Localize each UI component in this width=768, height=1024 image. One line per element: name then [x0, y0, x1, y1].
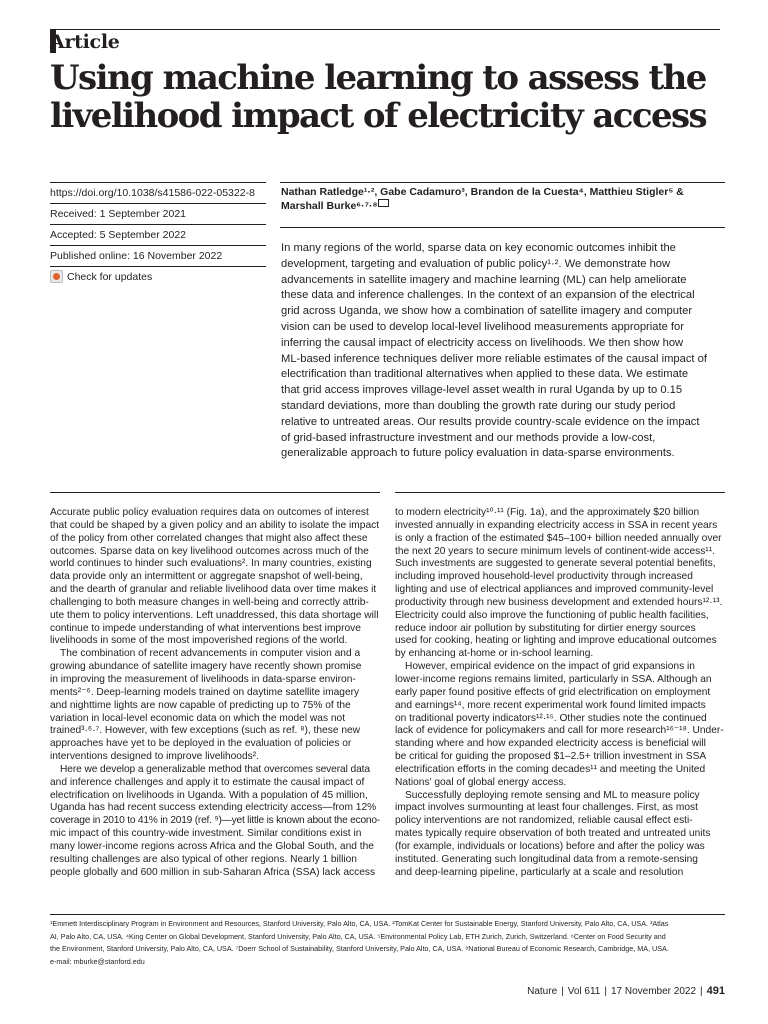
- check-for-updates-button[interactable]: [50, 270, 266, 283]
- body-line: lighting and use of electrical appliances and improved community-level: [395, 584, 714, 596]
- body-line: electrification on livelihoods in Uganda. With a population of 45 million,: [50, 789, 368, 801]
- body-line: used for cooking, heating or lighting and improve educational outcomes: [395, 635, 717, 647]
- email-icon: [378, 199, 389, 207]
- body-line: outcomes. Sparse data on key livelihood outcomes across much of the: [50, 545, 369, 557]
- check-updates-label: Check for updates: [67, 270, 153, 283]
- footnote-line: the Environment, Stanford University, Palo Alto, CA, USA. ⁷Doerr School of Sustainability, Stanford University, Palo Alto, CA, USA. ⁸National Bureau of Economic Research, Cambridge, MA, USA.: [50, 944, 669, 953]
- author-list: [281, 185, 721, 213]
- affiliations: [50, 918, 730, 968]
- body-line: interventions designed to improve livelihoods².: [50, 751, 259, 763]
- footnote-line: e-mail: mburke@stanford.edu: [50, 956, 145, 966]
- footnote-rule: [50, 914, 725, 915]
- footnote-line: ¹Emmett Interdisciplinary Program in Environment and Resources, Stanford University, Palo Alto, CA, USA. ²TomKat Center for Sustainable Energy, Stanford University, Palo Alto, CA, USA. ³Atlas: [50, 919, 669, 928]
- body-line: trained³·⁶·⁷. However, with few exceptions (such as ref. ⁸), these new: [50, 725, 361, 737]
- body-line: by enhancing at-home or in-school learning.: [395, 648, 594, 660]
- accepted-date: Accepted: 5 September 2022: [50, 229, 187, 241]
- column-rule: [395, 492, 725, 493]
- body-line: data provide only an intermittent or aggregate snapshot of well-being,: [50, 571, 363, 583]
- footer-volume: Vol 611: [567, 986, 601, 997]
- body-line: the next 20 years to secure minimum levels of continent-wide access¹¹.: [395, 545, 715, 557]
- body-line: Here we develop a generalizable method that overcomes several data: [60, 763, 370, 775]
- body-line: including improved household-level productivity through increased: [395, 571, 693, 583]
- body-line: productivity through new business development and extended hours¹²·¹³.: [395, 596, 723, 608]
- body-line: livelihoods in some of the most impoverished regions of the world.: [50, 635, 348, 647]
- body-line: approaches have yet to be deployed in the evaluation of policies or: [50, 738, 352, 750]
- body-line: to modern electricity¹⁰·¹¹ (Fig. 1a), and the approximately $20 billion: [395, 507, 700, 518]
- body-line: be critical for guiding the proposed $1–2.5+ trillion investment in SSA: [395, 751, 707, 763]
- body-line: and inference challenges and apply it to estimate the causal impact of: [50, 776, 365, 788]
- body-line: The combination of recent advancements in computer vision and a: [60, 648, 361, 660]
- published-date: Published online: 16 November 2022: [50, 250, 223, 262]
- body-line: that could be shaped by a given policy and an ability to isolate the impact: [50, 519, 380, 531]
- abstract: [281, 241, 721, 462]
- body-line: and the dearth of granular and reliable livelihood data over time makes it: [50, 584, 377, 596]
- abstract-line: grid across Uganda, we show how a combination of satellite imagery and computer: [281, 305, 693, 318]
- body-line: and nighttime lights are now capable of predicting up to 75% of the: [50, 699, 351, 711]
- meta-rule: [50, 245, 266, 246]
- body-column-right: [395, 507, 727, 879]
- body-line: ute them to policy interventions. Left unaddressed, this data shortage will: [50, 609, 379, 621]
- meta-rule: [50, 224, 266, 225]
- abstract-line: inferring the causal impact of electricity access on livelihoods. We then show how: [281, 336, 684, 349]
- footer-date: 17 November 2022: [610, 986, 697, 997]
- body-line: variation in local-level economic data on which the model was not: [50, 712, 346, 724]
- footnote-line: AI, Palo Alto, CA, USA. ⁴King Center on Global Development, Stanford University, Palo Alto, CA, USA. ⁵Environmental Policy Lab, ETH Zurich, Zurich, Switzerland. ⁶Center on Food Security and: [50, 931, 666, 941]
- body-line: continue to impede understanding of what interventions best improve: [50, 622, 361, 634]
- abstract-line: standard deviations, more than doubling the growth rate during our study period: [281, 399, 676, 412]
- body-line: reduce indoor air pollution by substituting for dirtier energy sources: [395, 622, 696, 634]
- meta-rule: [50, 203, 266, 204]
- body-line: Nations' goal of global energy access.: [395, 776, 567, 788]
- body-line: early paper found positive effects of grid electrification on employment: [395, 686, 711, 698]
- body-column-left: [50, 507, 382, 879]
- abstract-line: advancements in satellite imagery and machine learning (ML) can help ameliorate: [281, 273, 687, 286]
- title-line: livelihood impact of electricity access: [50, 96, 707, 136]
- body-line: impact involves surmounting at least four challenges. First, as most: [395, 802, 698, 814]
- body-line: mic impact of this country-wide investment. Similar conditions exist in: [50, 828, 362, 840]
- meta-rule: [50, 266, 266, 267]
- received-date: Received: 1 September 2021: [50, 208, 187, 220]
- body-line: mates typically require observation of both treated and untreated units: [395, 828, 711, 840]
- column-rule: [50, 492, 380, 493]
- title-line: Using machine learning to assess the: [50, 58, 706, 98]
- abstract-line: electrification than traditional alternatives when applied to these data. We estimate: [281, 368, 689, 381]
- body-line: is only a fraction of the estimated $45–100+ billion needed annually over: [395, 532, 722, 544]
- abstract-line: vision can be used to develop local-level livelihood measurements appropriate for: [281, 320, 684, 333]
- check-updates-icon: [50, 270, 63, 283]
- body-line: challenging to both measure changes in well-being and correctly attrib-: [50, 596, 369, 608]
- body-line: Accurate public policy evaluation requires data on outcomes of interest: [50, 507, 369, 518]
- body-line: standing where and how expanded electricity access is beneficial will: [395, 738, 706, 750]
- body-line: growing abundance of satellite imagery have recently shown promise: [50, 661, 362, 673]
- top-rule: [50, 29, 720, 30]
- article-title: [50, 59, 730, 135]
- body-line: of the policy from other correlated changes that might also affect these: [50, 532, 368, 544]
- footer-journal: Nature: [527, 986, 558, 997]
- body-line: ments²⁻⁶. Deep-learning models trained on daytime satellite imagery: [50, 686, 360, 698]
- body-line: Electricity could also improve the functioning of public health facilities,: [395, 609, 709, 621]
- author-line: Marshall Burke⁶·⁷·⁸: [281, 200, 378, 212]
- abstract-line: of grid-based infrastructure investment and our methods provide a low-cost,: [281, 431, 656, 444]
- body-line: many lower-income regions across Africa and the Global South, and the: [50, 840, 374, 852]
- body-line: (for example, individuals or locations) before and after the policy was: [395, 840, 705, 852]
- abstract-line: development, targeting and evaluation of public policy¹·². We demonstrate how: [281, 257, 671, 270]
- body-line: lack of evidence for policymakers and call for more research¹⁶⁻¹⁸. Under-: [395, 725, 724, 737]
- abstract-line: these data and inference challenges. In the context of an expansion of the electrical: [281, 289, 695, 302]
- body-line: instituted. Generating such longitudinal data from a remote-sensing: [395, 853, 698, 865]
- abstract-line: that grid access improves village-level asset wealth in rural Uganda by up to 0.15: [281, 384, 683, 397]
- body-line: electrification efforts in the coming decades¹¹ and meeting the United: [395, 763, 706, 775]
- body-line: on traditional poverty indicators¹²·¹⁵. Other studies note the continued: [395, 712, 707, 724]
- body-line: and deep-learning pipeline, particularly at a scale and resolution: [395, 866, 684, 878]
- authors-rule: [280, 182, 725, 183]
- body-line: Such investments are suggested to generate several potential benefits,: [395, 558, 716, 570]
- body-line: and earnings¹⁴, more recent experimental work found limited impacts: [395, 699, 706, 711]
- body-line: policy interventions are not randomized, reliable causal effect esti-: [395, 815, 693, 827]
- abstract-line: relative to untreated areas. Our results provide country-scale evidence on the impact: [281, 415, 700, 428]
- abstract-line: ML-based inference techniques deliver more reliable estimates of the causal impact of: [281, 352, 707, 365]
- body-line: However, empirical evidence on the impact of grid expansions in: [405, 661, 695, 673]
- abstract-line: generalizable approach to future policy evaluation in data-sparse environments.: [281, 447, 675, 460]
- body-line: people globally and 600 million in sub-Saharan Africa (SSA) lack access: [50, 866, 376, 878]
- abstract-rule: [280, 227, 725, 228]
- doi-link[interactable]: https://doi.org/10.1038/s41586-022-05322-8: [50, 187, 255, 199]
- section-label: Article: [50, 31, 120, 53]
- author-line: Nathan Ratledge¹·², Gabe Cadamuro³, Brandon de la Cuesta⁴, Matthieu Stigler⁵ &: [281, 186, 684, 198]
- abstract-line: In many regions of the world, sparse data on key economic outcomes inhibit the: [281, 242, 676, 254]
- page-number: 491: [706, 985, 725, 997]
- body-line: invested annually in expanding electricity access in SSA in recent years: [395, 519, 718, 531]
- body-line: Uganda has had recent success extending electricity access—from 12%: [50, 802, 377, 814]
- page-footer: Nature | Vol 611 | 17 November 2022 | 491: [527, 985, 725, 997]
- body-line: resulting challenges are also typical of other regions. Nearly 1 billion: [50, 853, 357, 865]
- meta-rule: [50, 182, 266, 183]
- body-line: coverage in 2010 to 41% in 2019 (ref. ⁹)—yet little is known about the econo-: [50, 815, 380, 827]
- body-line: Successfully deploying remote sensing and ML to measure policy: [405, 789, 700, 801]
- body-line: lower-income regions remains limited, particularly in SSA. Although an: [395, 673, 712, 685]
- body-line: world continues to hinder such evaluations². In many countries, existing: [50, 558, 372, 570]
- body-line: in improving the measurement of livelihoods in data-sparse environ-: [50, 673, 356, 685]
